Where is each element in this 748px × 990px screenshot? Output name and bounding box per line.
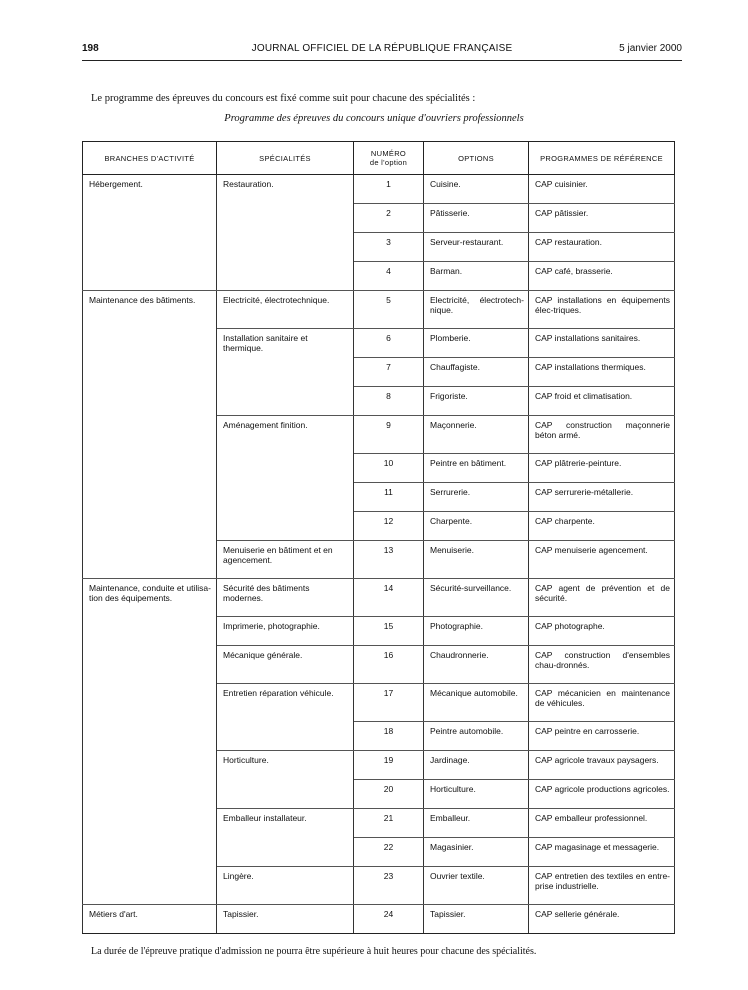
table-row: [83, 867, 675, 905]
option-number-cell: 12: [354, 512, 424, 541]
branch-cell: [83, 809, 217, 838]
specialty-cell: Lingère.: [217, 867, 354, 905]
option-number-cell: 3: [354, 233, 424, 262]
table-row: [83, 358, 675, 387]
branch-cell: [83, 454, 217, 483]
programme-cell: CAP magasinage et messagerie.: [529, 838, 675, 867]
programme-cell: CAP installations thermiques.: [529, 358, 675, 387]
specialty-cell: Entretien réparation véhicule.: [217, 684, 354, 722]
option-cell: Chauffagiste.: [424, 358, 529, 387]
branch-cell: Métiers d'art.: [83, 905, 217, 934]
option-number-cell: 17: [354, 684, 424, 722]
programme-cell: CAP café, brasserie.: [529, 262, 675, 291]
table-row: [83, 646, 675, 684]
option-number-cell: 15: [354, 617, 424, 646]
programme-cell: CAP installations sanitaires.: [529, 329, 675, 358]
page-header: [82, 41, 682, 57]
option-cell: Cuisine.: [424, 175, 529, 204]
branch-cell: [83, 838, 217, 867]
option-cell: Horticulture.: [424, 780, 529, 809]
option-number-cell: 22: [354, 838, 424, 867]
branch-cell: [83, 684, 217, 722]
specialty-cell: Horticulture.: [217, 751, 354, 780]
option-number-cell: 14: [354, 579, 424, 617]
branch-cell: [83, 867, 217, 905]
table-row: [83, 291, 675, 329]
programme-cell: CAP menuiserie agencement.: [529, 541, 675, 579]
option-number-cell: 18: [354, 722, 424, 751]
branch-cell: [83, 751, 217, 780]
branch-cell: [83, 204, 217, 233]
specialty-cell: Sécurité des bâtiments modernes.: [217, 579, 354, 617]
option-number-cell: 7: [354, 358, 424, 387]
programme-table: [82, 141, 675, 934]
option-cell: Photographie.: [424, 617, 529, 646]
specialty-cell: [217, 233, 354, 262]
programme-cell: CAP agricole productions agricoles.: [529, 780, 675, 809]
option-cell: Menuiserie.: [424, 541, 529, 579]
programme-cell: CAP peintre en carrosserie.: [529, 722, 675, 751]
table-row: [83, 454, 675, 483]
table-row: [83, 262, 675, 291]
option-number-cell: 24: [354, 905, 424, 934]
option-number-cell: 10: [354, 454, 424, 483]
option-number-cell: 11: [354, 483, 424, 512]
option-cell: Peintre en bâtiment.: [424, 454, 529, 483]
programme-cell: CAP charpente.: [529, 512, 675, 541]
specialty-cell: [217, 512, 354, 541]
option-cell: Charpente.: [424, 512, 529, 541]
specialty-cell: [217, 358, 354, 387]
specialty-cell: [217, 387, 354, 416]
specialty-cell: Menuiserie en bâtiment et en agencement.: [217, 541, 354, 579]
branch-cell: [83, 416, 217, 454]
option-number-cell: 2: [354, 204, 424, 233]
option-cell: Electricité, électrotech-nique.: [424, 291, 529, 329]
table-row: [83, 329, 675, 358]
intro-text: Le programme des épreuves du concours est fixé comme suit pour chacune des spécialités :: [91, 93, 476, 104]
table-row: [83, 780, 675, 809]
option-cell: Pâtisserie.: [424, 204, 529, 233]
table-row: [83, 233, 675, 262]
table-row: [83, 722, 675, 751]
option-number-cell: 20: [354, 780, 424, 809]
table-row: [83, 416, 675, 454]
programme-cell: CAP installations en équipements élec-triques.: [529, 291, 675, 329]
specialty-cell: Aménagement finition.: [217, 416, 354, 454]
specialty-cell: Restauration.: [217, 175, 354, 204]
issue-date: 5 janvier 2000: [619, 43, 682, 54]
option-number-cell: 23: [354, 867, 424, 905]
option-cell: Frigoriste.: [424, 387, 529, 416]
option-cell: Serveur-restaurant.: [424, 233, 529, 262]
specialty-cell: Imprimerie, photographie.: [217, 617, 354, 646]
option-number-cell: 16: [354, 646, 424, 684]
programme-cell: CAP construction maçonnerie béton armé.: [529, 416, 675, 454]
specialty-cell: [217, 780, 354, 809]
option-cell: Plomberie.: [424, 329, 529, 358]
programme-cell: CAP construction d'ensembles chau-dronnés.: [529, 646, 675, 684]
specialty-cell: [217, 454, 354, 483]
header-programmes: PROGRAMMES DE RÉFÉRENCE: [529, 142, 675, 175]
programme-cell: CAP froid et climatisation.: [529, 387, 675, 416]
option-cell: Peintre automobile.: [424, 722, 529, 751]
branch-cell: [83, 646, 217, 684]
programme-cell: CAP entretien des textiles en entre-prise industrielle.: [529, 867, 675, 905]
table-subtitle: Programme des épreuves du concours unique d'ouvriers professionnels: [224, 113, 524, 124]
header-branches: BRANCHES D'ACTIVITÉ: [83, 142, 217, 175]
table-row: [83, 512, 675, 541]
specialty-cell: [217, 838, 354, 867]
option-number-cell: 5: [354, 291, 424, 329]
option-cell: Mécanique automobile.: [424, 684, 529, 722]
option-number-cell: 13: [354, 541, 424, 579]
header-options: OPTIONS: [424, 142, 529, 175]
programme-cell: CAP serrurerie-métallerie.: [529, 483, 675, 512]
header-rule: [82, 60, 682, 61]
option-number-cell: 6: [354, 329, 424, 358]
page-number: 198: [82, 43, 99, 54]
option-cell: Serrurerie.: [424, 483, 529, 512]
option-cell: Jardinage.: [424, 751, 529, 780]
programme-cell: CAP cuisinier.: [529, 175, 675, 204]
branch-cell: [83, 512, 217, 541]
table-row: [83, 809, 675, 838]
specialty-cell: Installation sanitaire et thermique.: [217, 329, 354, 358]
option-cell: Tapissier.: [424, 905, 529, 934]
programme-cell: CAP agent de prévention et de sécurité.: [529, 579, 675, 617]
option-number-cell: 19: [354, 751, 424, 780]
table-row: [83, 175, 675, 204]
specialty-cell: [217, 722, 354, 751]
table-row: [83, 483, 675, 512]
option-cell: Magasinier.: [424, 838, 529, 867]
table-row: [83, 684, 675, 722]
header-numero-line1: NUMÉRO: [370, 149, 407, 158]
header-specialites: SPÉCIALITÉS: [217, 142, 354, 175]
table-row: [83, 617, 675, 646]
specialty-cell: Mécanique générale.: [217, 646, 354, 684]
branch-cell: Maintenance, conduite et utilisa-tion des équipements.: [83, 579, 217, 617]
option-number-cell: 8: [354, 387, 424, 416]
specialty-cell: [217, 204, 354, 233]
branch-cell: Hébergement.: [83, 175, 217, 204]
programme-cell: CAP photographe.: [529, 617, 675, 646]
header-numero-line2: de l'option: [369, 158, 408, 167]
option-number-cell: 4: [354, 262, 424, 291]
option-cell: Chaudronnerie.: [424, 646, 529, 684]
programme-cell: CAP emballeur professionnel.: [529, 809, 675, 838]
table-header-row: [83, 142, 675, 175]
specialty-cell: [217, 262, 354, 291]
option-cell: Ouvrier textile.: [424, 867, 529, 905]
programme-cell: CAP plâtrerie-peinture.: [529, 454, 675, 483]
table-row: [83, 541, 675, 579]
programme-cell: CAP pâtissier.: [529, 204, 675, 233]
specialty-cell: Tapissier.: [217, 905, 354, 934]
header-numero: [354, 142, 424, 175]
branch-cell: [83, 387, 217, 416]
programme-cell: CAP agricole travaux paysagers.: [529, 751, 675, 780]
branch-cell: Maintenance des bâtiments.: [83, 291, 217, 329]
table-row: [83, 204, 675, 233]
option-cell: Sécurité-surveillance.: [424, 579, 529, 617]
branch-cell: [83, 358, 217, 387]
branch-cell: [83, 262, 217, 291]
option-cell: Maçonnerie.: [424, 416, 529, 454]
branch-cell: [83, 617, 217, 646]
specialty-cell: [217, 483, 354, 512]
table-row: [83, 838, 675, 867]
table-row: [83, 579, 675, 617]
table-row: [83, 751, 675, 780]
specialty-cell: Electricité, électrotechnique.: [217, 291, 354, 329]
branch-cell: [83, 780, 217, 809]
branch-cell: [83, 329, 217, 358]
footer-text: La durée de l'épreuve pratique d'admission ne pourra être supérieure à huit heures pour chacune des spécialités.: [91, 946, 537, 957]
table-row: [83, 387, 675, 416]
journal-title: JOURNAL OFFICIEL DE LA RÉPUBLIQUE FRANÇAISE: [251, 43, 513, 54]
option-number-cell: 9: [354, 416, 424, 454]
branch-cell: [83, 233, 217, 262]
option-cell: Barman.: [424, 262, 529, 291]
programme-cell: CAP sellerie générale.: [529, 905, 675, 934]
option-number-cell: 1: [354, 175, 424, 204]
specialty-cell: Emballeur installateur.: [217, 809, 354, 838]
programme-cell: CAP restauration.: [529, 233, 675, 262]
programme-cell: CAP mécanicien en maintenance de véhicules.: [529, 684, 675, 722]
branch-cell: [83, 541, 217, 579]
branch-cell: [83, 722, 217, 751]
branch-cell: [83, 483, 217, 512]
table-row: [83, 905, 675, 934]
option-number-cell: 21: [354, 809, 424, 838]
option-cell: Emballeur.: [424, 809, 529, 838]
